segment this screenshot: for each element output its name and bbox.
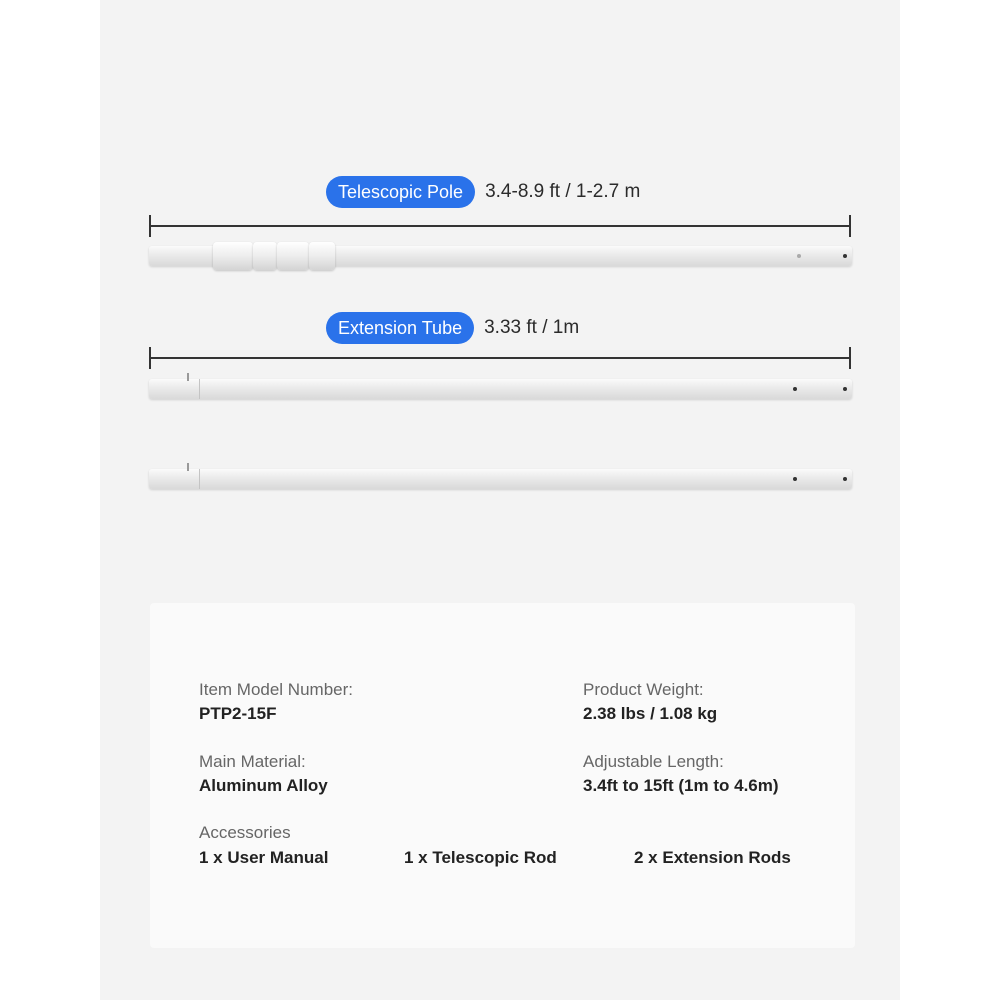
spec-length bbox=[583, 752, 779, 796]
spec-material-value: Aluminum Alloy bbox=[199, 776, 328, 795]
tube-pin bbox=[187, 463, 189, 471]
spec-accessories-label: Accessories bbox=[199, 823, 291, 842]
spec-model-number-label: Item Model Number: bbox=[199, 680, 353, 699]
extension-tube-dimension: 3.33 ft / 1m bbox=[484, 317, 580, 338]
pole-clamp-1 bbox=[213, 242, 253, 270]
telescopic-pole-label-row bbox=[326, 176, 640, 208]
tube-hole bbox=[793, 387, 797, 391]
extension-tube-label-row bbox=[326, 312, 579, 344]
telescopic-pole-dimension: 3.4-8.9 ft / 1-2.7 m bbox=[485, 181, 641, 202]
tube-hole bbox=[843, 387, 847, 391]
extension-tube-image-2 bbox=[149, 469, 852, 489]
pole-hole bbox=[843, 254, 847, 258]
telescopic-pole-pill: Telescopic Pole bbox=[326, 176, 475, 208]
spec-model-number bbox=[199, 680, 353, 724]
extension-tube-measure-line bbox=[149, 357, 851, 359]
telescopic-pole-measure-line bbox=[149, 225, 851, 227]
spec-material bbox=[199, 752, 328, 796]
pole-clamp-4 bbox=[309, 242, 335, 270]
pole-hole-faint bbox=[797, 254, 801, 258]
accessory-item: 1 x Telescopic Rod bbox=[404, 848, 557, 867]
spec-length-label: Adjustable Length: bbox=[583, 752, 724, 771]
spec-weight-label: Product Weight: bbox=[583, 680, 704, 699]
spec-material-label: Main Material: bbox=[199, 752, 306, 771]
spec-length-value: 3.4ft to 15ft (1m to 4.6m) bbox=[583, 776, 779, 795]
accessory-item: 2 x Extension Rods bbox=[634, 848, 791, 867]
spec-accessories bbox=[199, 823, 291, 847]
tube-seam bbox=[199, 379, 200, 399]
spec-weight-value: 2.38 lbs / 1.08 kg bbox=[583, 704, 718, 723]
spec-model-number-value: PTP2-15F bbox=[199, 704, 277, 723]
tube-hole bbox=[793, 477, 797, 481]
spec-weight bbox=[583, 680, 717, 724]
tube-seam bbox=[199, 469, 200, 489]
tube-pin bbox=[187, 373, 189, 381]
telescopic-pole-image bbox=[149, 246, 852, 266]
extension-tube-image-1 bbox=[149, 379, 852, 399]
tube-hole bbox=[843, 477, 847, 481]
accessory-item: 1 x User Manual bbox=[199, 848, 329, 867]
pole-clamp-2 bbox=[253, 242, 277, 270]
pole-clamp-3 bbox=[277, 242, 309, 270]
extension-tube-pill: Extension Tube bbox=[326, 312, 474, 344]
